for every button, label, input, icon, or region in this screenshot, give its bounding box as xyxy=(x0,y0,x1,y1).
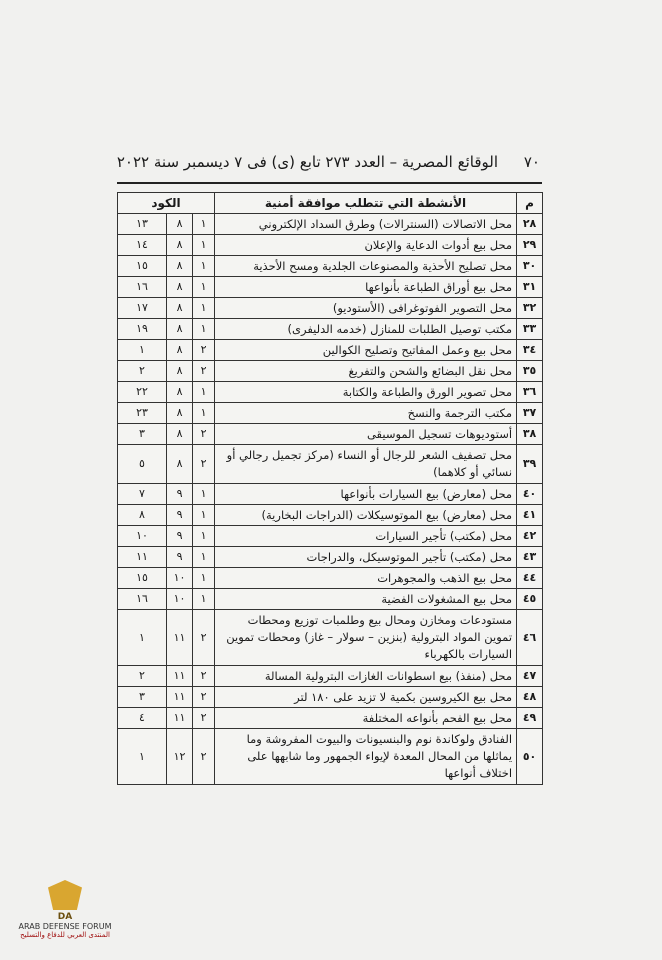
activity-cell: محل (مكتب) تأجير الموتوسيكل، والدراجات xyxy=(215,547,517,568)
table-row xyxy=(118,214,543,235)
code-2: ٩ xyxy=(167,505,193,526)
code-1: ١ xyxy=(193,319,215,340)
code-3: ١١ xyxy=(118,547,167,568)
table-row xyxy=(118,666,543,687)
header-num: م xyxy=(517,193,543,214)
page-number: ٧٠ xyxy=(523,153,540,171)
forum-subtitle: المنتدى العربي للدفاع والتسليح xyxy=(20,931,110,939)
code-2: ٨ xyxy=(167,235,193,256)
activity-cell: أستوديوهات تسجيل الموسيقى xyxy=(215,424,517,445)
table-row xyxy=(118,547,543,568)
header-rule xyxy=(117,182,542,184)
gazette-title: الوقائع المصرية – العدد ٢٧٣ تابع (ى) فى ٧ ديسمبر سنة ٢٠٢٢ xyxy=(116,153,498,171)
row-number: ٢٨ xyxy=(517,214,543,235)
activity-cell: الفنادق ولوكاندة نوم والبنسيونات والبيوت المفروشة وما يماثلها من المحال المعدة لإيواء الجمهور وما شابهها على اختلاف أنواعها xyxy=(215,729,517,785)
row-number: ٣٣ xyxy=(517,319,543,340)
code-2: ٨ xyxy=(167,382,193,403)
row-number: ٢٩ xyxy=(517,235,543,256)
row-number: ٤٠ xyxy=(517,484,543,505)
row-number: ٤١ xyxy=(517,505,543,526)
table-row xyxy=(118,340,543,361)
code-1: ١ xyxy=(193,568,215,589)
row-number: ٤٤ xyxy=(517,568,543,589)
code-3: ٢ xyxy=(118,361,167,382)
table-header-row xyxy=(118,193,543,214)
code-2: ٨ xyxy=(167,424,193,445)
code-3: ٢ xyxy=(118,666,167,687)
row-number: ٣٠ xyxy=(517,256,543,277)
forum-logo-icon xyxy=(48,880,82,910)
row-number: ٣٨ xyxy=(517,424,543,445)
code-3: ١ xyxy=(118,340,167,361)
forum-name: ARAB DEFENSE FORUM xyxy=(18,922,112,931)
activity-cell: محل بيع أدوات الدعاية والإعلان xyxy=(215,235,517,256)
code-1: ١ xyxy=(193,277,215,298)
code-2: ٨ xyxy=(167,361,193,382)
code-3: ٧ xyxy=(118,484,167,505)
activities-table xyxy=(117,192,543,785)
code-2: ٩ xyxy=(167,547,193,568)
code-2: ٩ xyxy=(167,526,193,547)
code-3: ١٦ xyxy=(118,589,167,610)
code-1: ٢ xyxy=(193,361,215,382)
code-2: ١١ xyxy=(167,666,193,687)
table-row xyxy=(118,235,543,256)
code-3: ١٥ xyxy=(118,256,167,277)
code-2: ١١ xyxy=(167,610,193,666)
row-number: ٤٢ xyxy=(517,526,543,547)
code-1: ١ xyxy=(193,403,215,424)
code-3: ٢٢ xyxy=(118,382,167,403)
code-2: ١٠ xyxy=(167,589,193,610)
table-row xyxy=(118,505,543,526)
table-row xyxy=(118,610,543,666)
code-1: ٢ xyxy=(193,424,215,445)
activity-cell: محل (مكتب) تأجير السيارات xyxy=(215,526,517,547)
table-row xyxy=(118,256,543,277)
code-3: ١٩ xyxy=(118,319,167,340)
code-2: ٩ xyxy=(167,484,193,505)
activity-cell: محل بيع الكيروسين بكمية لا تزيد على ١٨٠ لتر xyxy=(215,687,517,708)
code-1: ١ xyxy=(193,256,215,277)
row-number: ٤٦ xyxy=(517,610,543,666)
forum-watermark xyxy=(10,880,120,955)
table-row xyxy=(118,526,543,547)
code-3: ٣ xyxy=(118,424,167,445)
code-3: ١٧ xyxy=(118,298,167,319)
code-3: ٤ xyxy=(118,708,167,729)
code-2: ١٠ xyxy=(167,568,193,589)
table-row xyxy=(118,568,543,589)
activity-cell: محل تصليح الأحذية والمصنوعات الجلدية ومسح الأحذية xyxy=(215,256,517,277)
table-row xyxy=(118,424,543,445)
code-3: ٣ xyxy=(118,687,167,708)
code-3: ٥ xyxy=(118,445,167,484)
code-2: ٨ xyxy=(167,277,193,298)
code-3: ١ xyxy=(118,610,167,666)
table-row xyxy=(118,361,543,382)
row-number: ٣١ xyxy=(517,277,543,298)
activity-cell: محل (منفذ) بيع اسطوانات الغازات البترولية المسالة xyxy=(215,666,517,687)
table-row xyxy=(118,382,543,403)
row-number: ٣٦ xyxy=(517,382,543,403)
code-1: ١ xyxy=(193,298,215,319)
code-1: ١ xyxy=(193,547,215,568)
row-number: ٤٩ xyxy=(517,708,543,729)
activity-cell: محل بيع أوراق الطباعة بأنواعها xyxy=(215,277,517,298)
row-number: ٣٧ xyxy=(517,403,543,424)
activity-cell: محل (معارض) بيع الموتوسيكلات (الدراجات البخارية) xyxy=(215,505,517,526)
code-3: ١ xyxy=(118,729,167,785)
code-1: ١ xyxy=(193,214,215,235)
code-3: ٨ xyxy=(118,505,167,526)
code-1: ١ xyxy=(193,235,215,256)
row-number: ٤٧ xyxy=(517,666,543,687)
code-1: ٢ xyxy=(193,340,215,361)
table-row xyxy=(118,277,543,298)
activity-cell: مستودعات ومخازن ومحال بيع وطلمبات توزيع ومحطات تموين المواد البترولية (بنزين – سولار – غاز) ومحطات تموين السيارات بالكهرباء xyxy=(215,610,517,666)
code-1: ٢ xyxy=(193,666,215,687)
activity-cell: محل بيع وعمل المفاتيح وتصليح الكوالين xyxy=(215,340,517,361)
table-row xyxy=(118,319,543,340)
table-row xyxy=(118,708,543,729)
header-code: الكود xyxy=(118,193,215,214)
code-3: ١٥ xyxy=(118,568,167,589)
activity-cell: محل (معارض) بيع السيارات بأنواعها xyxy=(215,484,517,505)
code-1: ١ xyxy=(193,484,215,505)
code-1: ١ xyxy=(193,526,215,547)
activity-cell: محل تصفيف الشعر للرجال أو النساء (مركز تجميل رجالي أو نسائي أو كلاهما) xyxy=(215,445,517,484)
activity-cell: محل بيع الذهب والمجوهرات xyxy=(215,568,517,589)
table-row xyxy=(118,484,543,505)
row-number: ٣٥ xyxy=(517,361,543,382)
code-3: ١٤ xyxy=(118,235,167,256)
activity-cell: محل التصوير الفوتوغرافى (الأستوديو) xyxy=(215,298,517,319)
code-3: ١٣ xyxy=(118,214,167,235)
code-2: ١١ xyxy=(167,687,193,708)
code-1: ١ xyxy=(193,589,215,610)
activity-cell: محل بيع الفحم بأنواعه المختلفة xyxy=(215,708,517,729)
row-number: ٥٠ xyxy=(517,729,543,785)
code-2: ٨ xyxy=(167,340,193,361)
table-row xyxy=(118,589,543,610)
code-3: ٢٣ xyxy=(118,403,167,424)
activity-cell: محل نقل البضائع والشحن والتفريغ xyxy=(215,361,517,382)
code-2: ٨ xyxy=(167,214,193,235)
activity-cell: مكتب الترجمة والنسخ xyxy=(215,403,517,424)
code-1: ١ xyxy=(193,382,215,403)
row-number: ٤٥ xyxy=(517,589,543,610)
row-number: ٣٩ xyxy=(517,445,543,484)
code-2: ١١ xyxy=(167,708,193,729)
code-1: ١ xyxy=(193,505,215,526)
table-row xyxy=(118,403,543,424)
code-1: ٢ xyxy=(193,729,215,785)
row-number: ٤٣ xyxy=(517,547,543,568)
table-row xyxy=(118,729,543,785)
row-number: ٣٤ xyxy=(517,340,543,361)
code-1: ٢ xyxy=(193,445,215,484)
row-number: ٤٨ xyxy=(517,687,543,708)
activity-cell: محل الاتصالات (السنترالات) وطرق السداد الإلكتروني xyxy=(215,214,517,235)
code-1: ٢ xyxy=(193,708,215,729)
page-header xyxy=(116,153,540,175)
code-2: ٨ xyxy=(167,256,193,277)
row-number: ٣٢ xyxy=(517,298,543,319)
code-2: ٨ xyxy=(167,403,193,424)
code-2: ١٢ xyxy=(167,729,193,785)
code-2: ٨ xyxy=(167,319,193,340)
code-1: ٢ xyxy=(193,687,215,708)
forum-logo-short: DA xyxy=(57,912,73,922)
code-2: ٨ xyxy=(167,445,193,484)
activity-cell: مكتب توصيل الطلبات للمنازل (خدمه الدليفرى) xyxy=(215,319,517,340)
code-2: ٨ xyxy=(167,298,193,319)
code-3: ١٦ xyxy=(118,277,167,298)
code-3: ١٠ xyxy=(118,526,167,547)
header-activity: الأنشطة التي تتطلب موافقة أمنية xyxy=(215,193,517,214)
activity-cell: محل تصوير الورق والطباعة والكتابة xyxy=(215,382,517,403)
table-row xyxy=(118,687,543,708)
table-row xyxy=(118,445,543,484)
table-row xyxy=(118,298,543,319)
code-1: ٢ xyxy=(193,610,215,666)
activity-cell: محل بيع المشغولات الفضية xyxy=(215,589,517,610)
